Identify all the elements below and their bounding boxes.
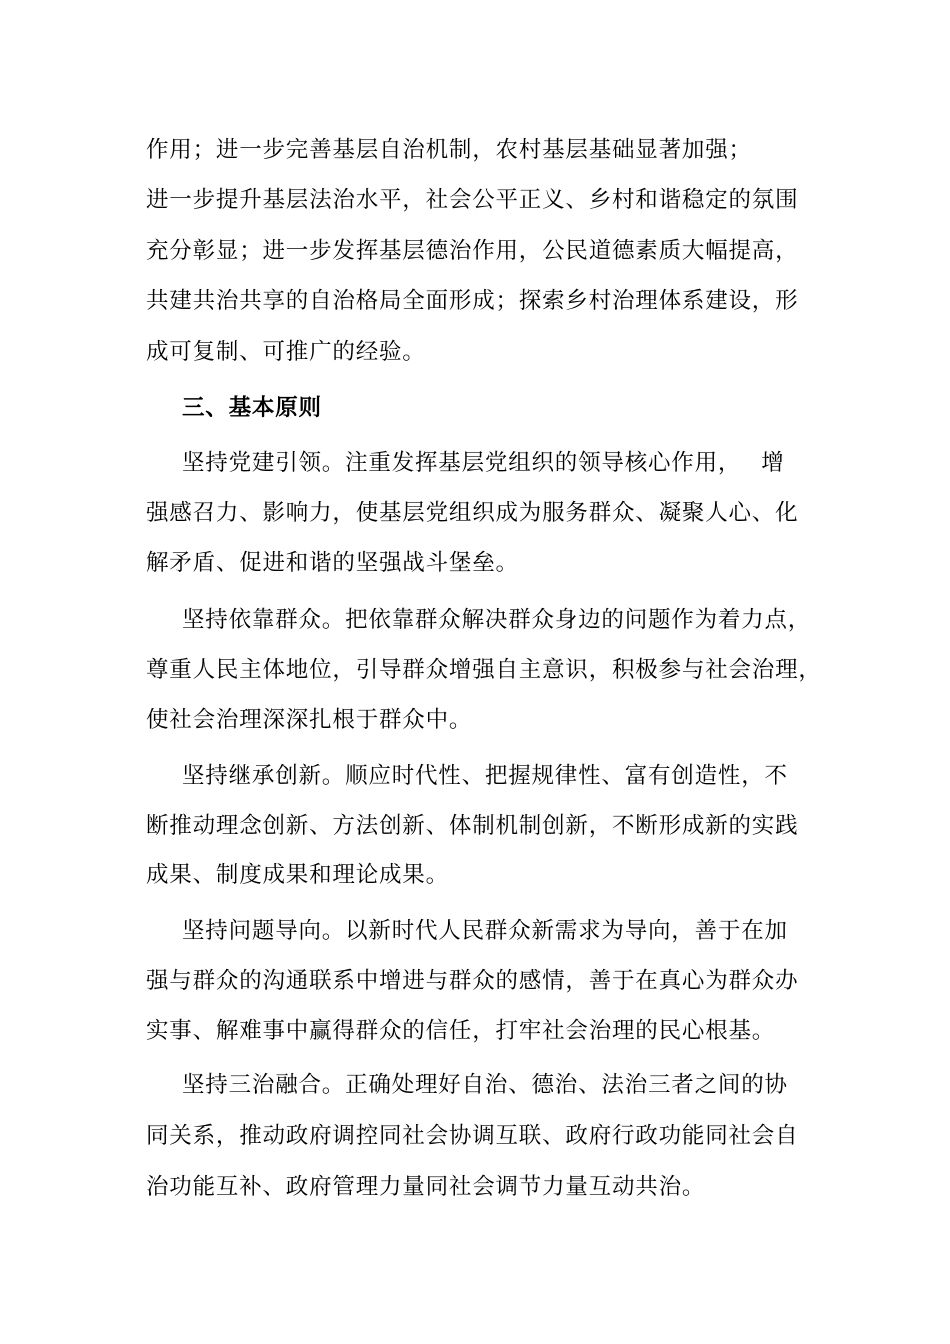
paragraph-line: 断推动理念创新、方法创新、体制机制创新，不断形成新的实践 bbox=[146, 813, 799, 839]
section-heading: 三、基本原则 bbox=[182, 395, 322, 421]
paragraph-line: 强与群众的沟通联系中增进与群众的感情，善于在真心为群众办 bbox=[146, 968, 799, 994]
body-line: 进一步提升基层法治水平，社会公平正义、乡村和谐稳定的氛围 bbox=[146, 187, 799, 213]
paragraph-line: 成果、制度成果和理论成果。 bbox=[146, 862, 449, 888]
paragraph-line: 坚持问题导向。以新时代人民群众新需求为导向，善于在加 bbox=[182, 918, 788, 944]
body-line: 充分彰显；进一步发挥基层德治作用，公民道德素质大幅提高， bbox=[146, 238, 799, 264]
paragraph-line: 坚持继承创新。顺应时代性、把握规律性、富有创造性，不 bbox=[182, 763, 788, 789]
paragraph-line: 使社会治理深深扎根于群众中。 bbox=[146, 707, 473, 733]
body-line: 成可复制、可推广的经验。 bbox=[146, 339, 426, 365]
paragraph-line: 尊重人民主体地位，引导群众增强自主意识，积极参与社会治理， bbox=[146, 657, 822, 683]
paragraph-line: 强感召力、影响力，使基层党组织成为服务群众、凝聚人心、化 bbox=[146, 500, 799, 526]
paragraph-line: 治功能互补、政府管理力量同社会调节力量互动共治。 bbox=[146, 1174, 706, 1200]
paragraph-line: 坚持三治融合。正确处理好自治、德治、法治三者之间的协 bbox=[182, 1072, 788, 1098]
paragraph-line: 坚持党建引领。注重发挥基层党组织的领导核心作用， 增 bbox=[182, 450, 785, 476]
body-line: 共建共治共享的自治格局全面形成；探索乡村治理体系建设，形 bbox=[146, 288, 799, 314]
paragraph-line: 实事、解难事中赢得群众的信任，打牢社会治理的民心根基。 bbox=[146, 1018, 776, 1044]
paragraph-line: 坚持依靠群众。把依靠群众解决群众身边的问题作为着力点， bbox=[182, 607, 812, 633]
body-line: 作用；进一步完善基层自治机制，农村基层基础显著加强； bbox=[146, 137, 752, 163]
paragraph-line: 解矛盾、促进和谐的坚强战斗堡垒。 bbox=[146, 550, 519, 576]
paragraph-line: 同关系，推动政府调控同社会协调互联、政府行政功能同社会自 bbox=[146, 1123, 799, 1149]
